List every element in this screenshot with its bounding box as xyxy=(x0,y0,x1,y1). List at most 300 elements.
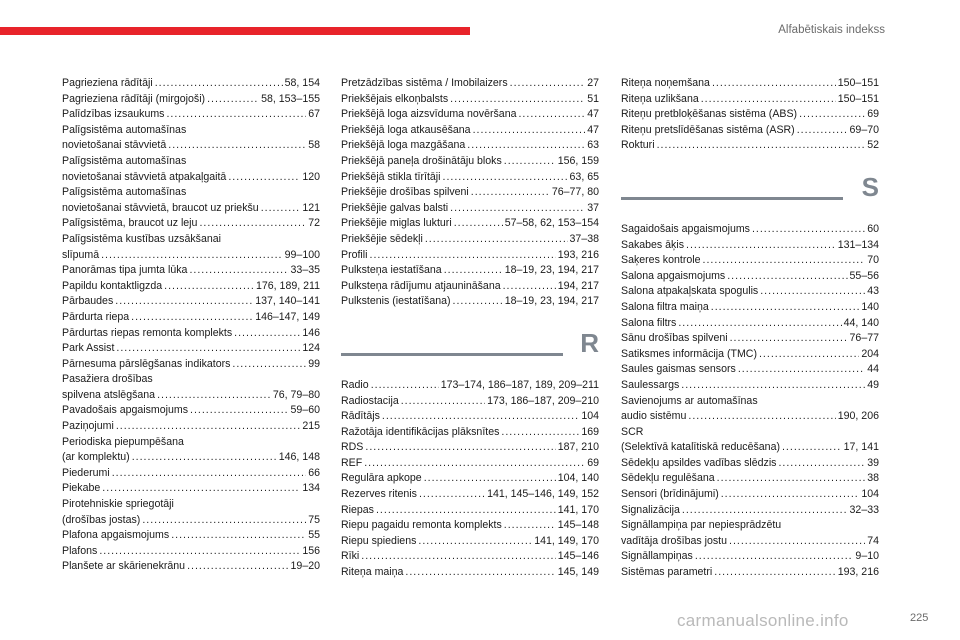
index-entry-label: Priekšējā loga mazgāšana xyxy=(341,139,466,152)
index-entry-label: Riteņa noņemšana xyxy=(621,77,710,89)
index-entry xyxy=(62,138,320,154)
index-entry-label: novietošanai stāvvietā atpakaļgaitā xyxy=(62,170,227,183)
index-entry-pages: 145–148 xyxy=(557,519,599,532)
leader-dots xyxy=(232,357,306,373)
leader-dots xyxy=(234,326,300,342)
index-entry-label: Satiksmes informācija (TMC) xyxy=(621,347,757,360)
leader-dots xyxy=(228,170,300,186)
leader-dots xyxy=(760,284,865,300)
index-entry-pages: 141, 149, 170 xyxy=(534,534,599,547)
index-entry-label: Priekšējie sēdekļi xyxy=(341,232,423,245)
index-entry-label: Priekšējā stikla tīrītāji xyxy=(341,170,441,183)
index-entry-label: Pārdurtas riepas remonta komplekts xyxy=(62,326,233,339)
leader-dots xyxy=(518,107,585,123)
index-entry-pages: 193, 216 xyxy=(557,248,599,261)
leader-dots xyxy=(116,419,300,435)
leader-dots xyxy=(686,238,836,254)
index-entry-pages: 32–33 xyxy=(849,503,879,516)
leader-dots xyxy=(364,456,585,472)
index-entry-pages: 99 xyxy=(308,357,320,370)
index-entry-pages: 169 xyxy=(581,425,599,438)
index-entry-label: Pagrieziena rādītāji xyxy=(62,77,153,89)
leader-dots xyxy=(473,123,586,139)
leader-dots xyxy=(759,347,859,363)
leader-dots xyxy=(450,92,585,108)
index-entry-pages: 63 xyxy=(587,139,599,152)
index-entry-pages: 69 xyxy=(867,108,879,121)
index-entry xyxy=(62,294,320,310)
index-entry-label: audio sistēmu xyxy=(621,410,687,423)
index-entry-label: Priekšējie drošības spilveni xyxy=(341,186,469,199)
leader-dots xyxy=(799,107,865,123)
index-entry-pages: 49 xyxy=(867,378,879,391)
leader-dots xyxy=(678,316,841,332)
index-entry xyxy=(62,559,320,575)
index-entry-label: Pārbaudes xyxy=(62,295,114,308)
leader-dots xyxy=(189,263,288,279)
index-entry-label: Pulksteņa iestatīšana xyxy=(341,264,442,277)
index-entry-pages: 33–35 xyxy=(290,264,320,277)
index-entry-pages: 141, 170 xyxy=(557,503,599,516)
index-entry-pages: 18–19, 23, 194, 217 xyxy=(504,264,599,277)
index-entry xyxy=(62,341,320,357)
index-entry-pages: 146–147, 149 xyxy=(255,310,320,323)
index-entry-label: Salona atpakaļskata spogulis xyxy=(621,285,759,298)
index-entry-label: RDS xyxy=(341,441,364,454)
index-entry-pages: 145–146 xyxy=(557,550,599,563)
index-entry xyxy=(341,170,599,186)
index-entry-pages: 59–60 xyxy=(290,404,320,417)
leader-dots xyxy=(155,76,283,92)
leader-dots xyxy=(504,154,556,170)
index-entry-label: Radio xyxy=(341,378,369,391)
index-entry-pages: 121 xyxy=(302,201,320,214)
index-entry xyxy=(621,222,879,238)
index-entry xyxy=(621,471,879,487)
index-entry-label: Rezerves ritenis xyxy=(341,488,417,501)
index-entry-pages: 57–58, 62, 153–154 xyxy=(504,217,599,230)
index-entry-label: Salona apgaismojums xyxy=(621,269,726,282)
leader-dots xyxy=(419,487,485,503)
index-entry xyxy=(621,409,879,425)
leader-dots xyxy=(782,440,842,456)
index-entry xyxy=(621,331,879,347)
section-rule xyxy=(621,197,843,200)
index-entry-heading: SCR xyxy=(621,425,644,438)
index-entry-label: Park Assist xyxy=(62,342,115,355)
leader-dots xyxy=(261,201,301,217)
index-entry-pages: 69–70 xyxy=(849,123,879,136)
leader-dots xyxy=(503,279,556,295)
leader-dots xyxy=(454,216,503,232)
index-entry xyxy=(341,394,599,410)
index-entry xyxy=(621,362,879,378)
index-entry-pages: 74 xyxy=(867,534,879,547)
index-entry-pages: 37–38 xyxy=(569,232,599,245)
leader-dots xyxy=(401,394,485,410)
index-entry-label: novietošanai stāvvietā, braucot uz priekšu xyxy=(62,201,259,214)
index-entry-pages: 187, 210 xyxy=(557,441,599,454)
leader-dots xyxy=(727,269,847,285)
index-entry xyxy=(621,549,879,565)
index-entry-pages: 190, 206 xyxy=(837,410,879,423)
index-column-1 xyxy=(62,76,320,575)
index-entry-label: Rīki xyxy=(341,550,360,563)
index-entry-pages: 76–77 xyxy=(849,332,879,345)
index-entry-pages: 75 xyxy=(308,513,320,526)
leader-dots xyxy=(102,481,300,497)
index-entry-pages: 150–151 xyxy=(837,92,879,105)
index-entry-label: spilvena atslēgšana xyxy=(62,388,156,401)
leader-dots xyxy=(712,76,836,92)
index-entry xyxy=(341,123,599,139)
index-entry xyxy=(341,549,599,565)
index-entry xyxy=(62,544,320,560)
leader-dots xyxy=(371,378,439,394)
index-entry xyxy=(621,565,879,581)
index-entry-pages: 76, 79–80 xyxy=(272,388,320,401)
index-entry-pages: 145, 149 xyxy=(557,566,599,579)
index-entry-label: Panorāmas tipa jumta lūka xyxy=(62,264,188,277)
index-entry-pages: 67 xyxy=(308,108,320,121)
section-rule xyxy=(341,353,563,356)
index-entry xyxy=(341,201,599,217)
index-entry xyxy=(62,170,320,186)
index-entry-label: Plafona apgaismojums xyxy=(62,529,170,542)
index-entry-pages: 193, 216 xyxy=(837,566,879,579)
leader-dots xyxy=(164,279,254,295)
index-entry-label: Palīgsistēma, braucot uz leju xyxy=(62,217,198,230)
index-entry-pages: 173, 186–187, 209–210 xyxy=(487,394,599,407)
index-entry xyxy=(62,310,320,326)
index-entry-label: slīpumā xyxy=(62,248,100,261)
index-entry-pages: 37 xyxy=(587,201,599,214)
index-entry-label: Rādītājs xyxy=(341,410,380,423)
index-entry xyxy=(62,248,320,264)
index-entry xyxy=(621,123,879,139)
index-entry-pages: 120 xyxy=(302,170,320,183)
index-entry-heading: Periodiska piepumpēšana xyxy=(62,435,184,448)
leader-dots xyxy=(405,565,555,581)
leader-dots xyxy=(467,138,585,154)
index-entry-pages: 204 xyxy=(861,347,879,360)
watermark: carmanualsonline.info xyxy=(677,611,849,630)
index-entry-label: Riteņa maiņa xyxy=(341,566,404,579)
leader-dots xyxy=(115,294,253,310)
index-entry-pages: 104, 140 xyxy=(557,472,599,485)
header-accent-bar xyxy=(0,27,470,35)
index-entry-pages: 137, 140–141 xyxy=(255,295,320,308)
index-entry-label: Sensori (brīdinājumi) xyxy=(621,488,719,501)
leader-dots xyxy=(101,248,283,264)
index-entry-pages: 99–100 xyxy=(284,248,320,261)
index-entry-heading: Palīgsistēma kustības uzsākšanai xyxy=(62,232,221,245)
index-entry-label: Radiostacija xyxy=(341,394,399,407)
index-entry-pages: 44, 140 xyxy=(843,316,879,329)
index-entry xyxy=(621,107,879,123)
leader-dots xyxy=(132,450,277,466)
index-entry-label: vadītāja drošības jostu xyxy=(621,534,727,547)
index-entry xyxy=(341,518,599,534)
index-entry xyxy=(62,357,320,373)
index-entry xyxy=(62,466,320,482)
index-entry-heading: Palīgsistēma automašīnas xyxy=(62,123,187,136)
index-entry-label: Sānu drošības spilveni xyxy=(621,332,728,345)
index-entry xyxy=(621,534,879,550)
index-entry xyxy=(341,503,599,519)
index-entry xyxy=(621,378,879,394)
index-entry xyxy=(341,471,599,487)
index-entry xyxy=(621,284,879,300)
index-entry xyxy=(62,388,320,404)
index-entry-label: Saules gaismas sensors xyxy=(621,363,736,376)
index-entry-label: Priekšējie miglas lukturi xyxy=(341,217,452,230)
index-entry-label: Priekšējā loga atkausēšana xyxy=(341,123,471,136)
index-entry xyxy=(341,263,599,279)
section-header xyxy=(621,164,879,222)
leader-dots xyxy=(382,409,579,425)
section-header xyxy=(341,320,599,378)
index-entry-label: Sagaidošais apgaismojums xyxy=(621,222,750,235)
leader-dots xyxy=(187,559,288,575)
leader-dots xyxy=(361,549,556,565)
index-entry-pages: 70 xyxy=(867,254,879,267)
index-entry-pages: 43 xyxy=(867,285,879,298)
leader-dots xyxy=(171,528,306,544)
leader-dots xyxy=(142,513,306,529)
index-entry-pages: 124 xyxy=(302,342,320,355)
index-entry-label: Riepas xyxy=(341,503,374,516)
index-entry-label: Pārdurta riepa xyxy=(62,310,130,323)
leader-dots xyxy=(370,248,556,264)
page-header-title: Alfabētiskais indekss xyxy=(778,24,885,36)
index-entry xyxy=(341,107,599,123)
index-entry xyxy=(341,565,599,581)
index-entry-label: Profili xyxy=(341,248,368,261)
leader-dots xyxy=(778,456,865,472)
index-entry-label: Riepu spiediens xyxy=(341,534,417,547)
index-entry-pages: 194, 217 xyxy=(557,279,599,292)
index-entry-label: Pārnesuma pārslēgšanas indikators xyxy=(62,357,231,370)
index-entry xyxy=(341,440,599,456)
index-entry-label: Piekabe xyxy=(62,482,101,495)
index-entry-label: Saulessargs xyxy=(621,378,680,391)
index-entry-label: Priekšējie galvas balsti xyxy=(341,201,449,214)
leader-dots xyxy=(190,403,289,419)
index-entry-label: Pagrieziena rādītāji (mirgojoši) xyxy=(62,92,206,105)
index-entry xyxy=(621,238,879,254)
index-entry xyxy=(621,76,879,92)
index-entry xyxy=(621,456,879,472)
index-entry xyxy=(341,378,599,394)
index-entry-label: Regulāra apkope xyxy=(341,472,422,485)
index-entry-heading: Pirotehniskie spriegotāji xyxy=(62,498,174,511)
index-entry xyxy=(621,92,879,108)
index-entry-label: Pavadošais apgaismojums xyxy=(62,404,189,417)
index-entry-label: novietošanai stāvvietā xyxy=(62,139,167,152)
index-entry-pages: 19–20 xyxy=(290,560,320,573)
index-entry-pages: 156 xyxy=(302,544,320,557)
index-entry xyxy=(341,279,599,295)
index-entry-pages: 44 xyxy=(867,363,879,376)
index-entry xyxy=(341,294,599,310)
index-entry-label: Sēdekļu regulēšana xyxy=(621,472,715,485)
index-entry-pages: 134 xyxy=(302,482,320,495)
index-entry-label: Signalizācija xyxy=(621,503,680,516)
index-entry-label: Ražotāja identifikācijas plāksnītes xyxy=(341,425,500,438)
leader-dots xyxy=(99,544,300,560)
index-entry-pages: 72 xyxy=(308,217,320,230)
index-entry xyxy=(341,92,599,108)
index-entry-pages: 60 xyxy=(867,222,879,235)
index-entry-label: Riteņu pretslīdēšanas sistēma (ASR) xyxy=(621,123,795,136)
leader-dots xyxy=(701,92,836,108)
index-entry xyxy=(341,232,599,248)
leader-dots xyxy=(504,518,556,534)
index-entry-pages: 18–19, 23, 194, 217 xyxy=(504,295,599,308)
index-entry-label: Sistēmas parametri xyxy=(621,566,713,579)
index-entry-label: Papildu kontaktligzda xyxy=(62,279,163,292)
index-entry-pages: 51 xyxy=(587,92,599,105)
index-entry-pages: 131–134 xyxy=(837,238,879,251)
index-entry xyxy=(62,201,320,217)
index-entry xyxy=(621,503,879,519)
leader-dots xyxy=(681,378,865,394)
index-entry-pages: 27 xyxy=(587,77,599,89)
index-entry-pages: 141, 145–146, 149, 152 xyxy=(487,488,599,501)
index-entry-pages: 146, 148 xyxy=(278,451,320,464)
index-entry-pages: 215 xyxy=(302,420,320,433)
index-entry-label: Salona filtrs xyxy=(621,316,677,329)
leader-dots xyxy=(752,222,865,238)
index-entry-pages: 63, 65 xyxy=(569,170,599,183)
index-entry-pages: 140 xyxy=(861,300,879,313)
leader-dots xyxy=(510,76,586,92)
index-entry xyxy=(621,138,879,154)
index-entry-label: Paziņojumi xyxy=(62,420,114,433)
index-entry-pages: 39 xyxy=(867,456,879,469)
index-entry-pages: 47 xyxy=(587,108,599,121)
leader-dots xyxy=(501,425,579,441)
index-entry-label: (Selektīvā katalītiskā reducēšana) xyxy=(621,441,780,454)
leader-dots xyxy=(657,138,866,154)
index-entry-pages: 55–56 xyxy=(849,269,879,282)
index-entry-label: Pulksteņa rādījumu atjaunināšana xyxy=(341,279,501,292)
leader-dots xyxy=(714,565,835,581)
index-entry xyxy=(621,300,879,316)
index-entry xyxy=(62,326,320,342)
index-entry-label: Riteņu pretbloķēšanas sistēma (ABS) xyxy=(621,108,798,121)
page-number: 225 xyxy=(910,612,929,624)
index-entry-label: Priekšējā paneļa drošinātāju bloks xyxy=(341,154,502,167)
index-entry xyxy=(621,347,879,363)
leader-dots xyxy=(443,170,568,186)
index-entry-pages: 58, 154 xyxy=(284,77,320,89)
index-entry-heading: Pasažiera drošības xyxy=(62,373,153,386)
index-entry-label: Sēdekļu apsildes vadības slēdzis xyxy=(621,456,777,469)
index-entry xyxy=(341,216,599,232)
index-entry-label: Planšete ar skārienekrānu xyxy=(62,560,186,573)
leader-dots xyxy=(168,138,306,154)
index-entry-pages: 173–174, 186–187, 189, 209–211 xyxy=(440,378,599,391)
leader-dots xyxy=(365,440,555,456)
index-entry-label: Pulkstenis (iestatīšana) xyxy=(341,295,451,308)
index-entry xyxy=(62,403,320,419)
leader-dots xyxy=(131,310,253,326)
index-entry-label: Priekšējais elkoņbalsts xyxy=(341,92,449,105)
section-letter: R xyxy=(580,327,599,358)
index-entry xyxy=(341,185,599,201)
index-entry xyxy=(341,456,599,472)
index-entry xyxy=(62,76,320,92)
index-entry-pages: 150–151 xyxy=(837,77,879,89)
index-entry-pages: 104 xyxy=(861,488,879,501)
index-entry-label: Palīdzības izsaukums xyxy=(62,108,165,121)
leader-dots xyxy=(157,388,271,404)
index-entry xyxy=(62,107,320,123)
leader-dots xyxy=(729,534,865,550)
leader-dots xyxy=(112,466,307,482)
leader-dots xyxy=(703,253,866,269)
index-entry-pages: 76–77, 80 xyxy=(551,186,599,199)
index-entry-pages: 55 xyxy=(308,529,320,542)
index-entry-label: (drošības jostas) xyxy=(62,513,141,526)
index-entry xyxy=(621,440,879,456)
leader-dots xyxy=(797,123,848,139)
leader-dots xyxy=(711,300,860,316)
index-entry-label: Saķeres kontrole xyxy=(621,254,701,267)
leader-dots xyxy=(199,216,306,232)
index-entry xyxy=(341,248,599,264)
index-entry xyxy=(341,534,599,550)
index-entry-label: REF xyxy=(341,456,363,469)
leader-dots xyxy=(418,534,532,550)
index-entry xyxy=(62,513,320,529)
leader-dots xyxy=(207,92,259,108)
leader-dots xyxy=(166,107,306,123)
leader-dots xyxy=(688,409,835,425)
index-entry-label: Salona filtra maiņa xyxy=(621,300,709,313)
leader-dots xyxy=(682,503,848,519)
index-entry xyxy=(62,216,320,232)
index-entry xyxy=(62,92,320,108)
leader-dots xyxy=(444,263,503,279)
index-entry-pages: 17, 141 xyxy=(843,441,879,454)
index-entry-pages: 52 xyxy=(867,139,879,152)
leader-dots xyxy=(738,362,865,378)
index-entry-label: Riepu pagaidu remonta komplekts xyxy=(341,519,502,532)
leader-dots xyxy=(717,471,866,487)
index-entry-pages: 156, 159 xyxy=(557,154,599,167)
index-entry-label: Sakabes āķis xyxy=(621,238,685,251)
leader-dots xyxy=(425,232,568,248)
leader-dots xyxy=(116,341,300,357)
index-entry-pages: 66 xyxy=(308,466,320,479)
section-letter: S xyxy=(861,171,879,202)
leader-dots xyxy=(721,487,860,503)
leader-dots xyxy=(730,331,848,347)
leader-dots xyxy=(695,549,854,565)
index-entry-pages: 69 xyxy=(587,456,599,469)
leader-dots xyxy=(471,185,550,201)
leader-dots xyxy=(450,201,585,217)
index-entry xyxy=(341,138,599,154)
index-entry-label: Piederumi xyxy=(62,466,110,479)
index-entry xyxy=(621,269,879,285)
index-entry-pages: 104 xyxy=(581,410,599,423)
index-entry xyxy=(621,253,879,269)
index-entry xyxy=(341,425,599,441)
